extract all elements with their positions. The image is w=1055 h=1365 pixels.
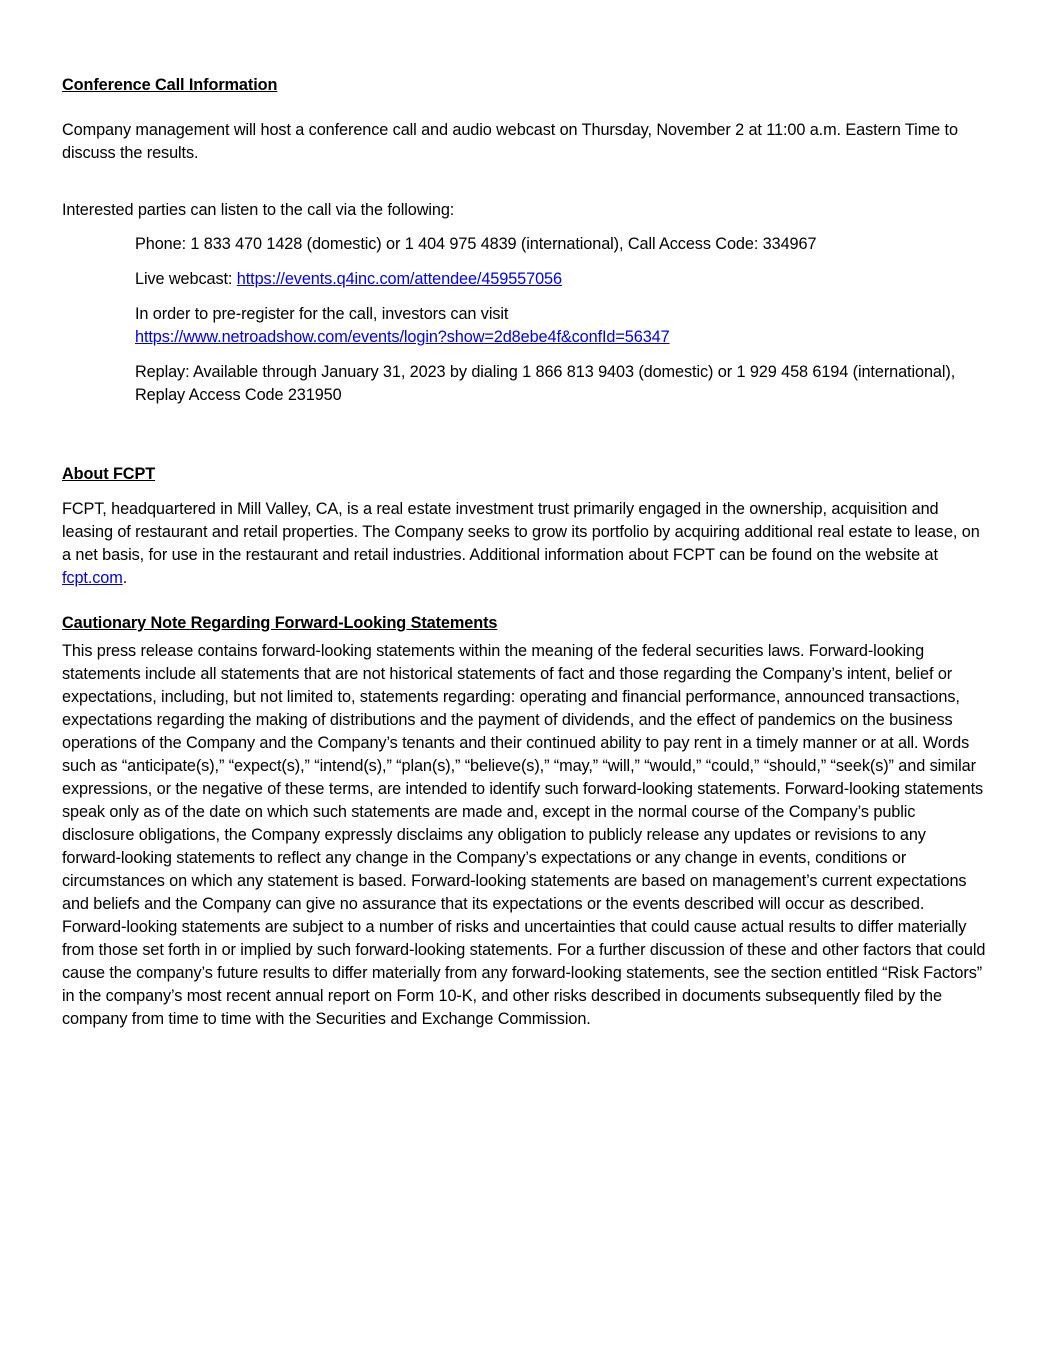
conference-heading: Conference Call Information [62,76,278,94]
preregister-link[interactable]: https://www.netroadshow.com/events/login?show=2d8ebe4f&confId=56347 [135,328,670,346]
replay-info: Replay: Available through January 31, 2023 by dialing 1 866 813 9403 (domestic) or 1 929 458 6194 (international), Replay Access Code 231950 [135,363,956,404]
about-heading: About FCPT [62,465,156,483]
about-body [62,498,987,590]
about-period: . [122,569,128,587]
cautionary-heading: Cautionary Note Regarding Forward-Looking Statements [62,614,498,632]
webcast-label: Live webcast: [135,270,237,288]
conference-intro: Company management will host a conference call and audio webcast on Thursday, November 2 at 11:00 a.m. Eastern Time to discuss the results. [62,121,958,162]
cautionary-body: This press release contains forward-looking statements within the meaning of the federal securities laws. Forward-looking statements include all statements that are not historical statements of fact and those regarding the Company’s intent, belief or expectations, including, but not limited to, statements regarding: operating and financial performance, announced transactions, expectations regarding the making of distributions and the payment of dividends, and the effect of pandemics on the business operations of the Company and the Company’s tenants and their continued ability to pay rent in a timely manner or at all. Words such as “anticipate(s),” “expect(s),” “intend(s),” “plan(s),” “believe(s),” “may,” “will,” “would,” “could,” “should,” “seek(s)” and similar expressions, or the negative of these terms, are intended to identify such forward-looking statements. Forward-looking statements speak only as of the date on which such statements are made and, except in the normal course of the Company’s public disclosure obligations, the Company expressly disclaims any obligation to publicly release any updates or revisions to any forward-looking statements to reflect any change in the Company’s expectations or any change in events, conditions or circumstances on which any statement is based. Forward-looking statements are based on management’s current expectations and beliefs and the Company can give no assurance that its expectations or the events described will occur as described. Forward-looking statements are subject to a number of risks and uncertainties that could cause actual results to differ materially from those set forth in or implied by such forward-looking statements. For a further discussion of these and other factors that could cause the company’s future results to differ materially from any forward-looking statements, see the section entitled “Risk Factors” in the company’s most recent annual report on Form 10-K, and other risks described in documents subsequently filed by the company from time to time with the Securities and Exchange Commission. [62,642,986,1028]
document-page [62,74,987,1031]
website-link[interactable]: fcpt.com [62,569,123,587]
about-text: FCPT, headquartered in Mill Valley, CA, is a real estate investment trust primarily engaged in the ownership, acquisition and leasing of restaurant and retail properties. The Company seeks to grow its portfolio by acquiring additional real estate to lease, on a net basis, for use in the restaurant and retail industries. Additional information about FCPT can be found on the website at [62,500,980,564]
listen-text: Interested parties can listen to the call via the following: [62,201,455,219]
webcast-link[interactable]: https://events.q4inc.com/attendee/459557056 [236,270,562,288]
webcast-line [135,268,987,291]
preregister-line [135,326,987,349]
preregister-text: In order to pre-register for the call, investors can visit [135,305,509,323]
phone-info: Phone: 1 833 470 1428 (domestic) or 1 404 975 4839 (international), Call Access Code: 334967 [135,235,817,253]
